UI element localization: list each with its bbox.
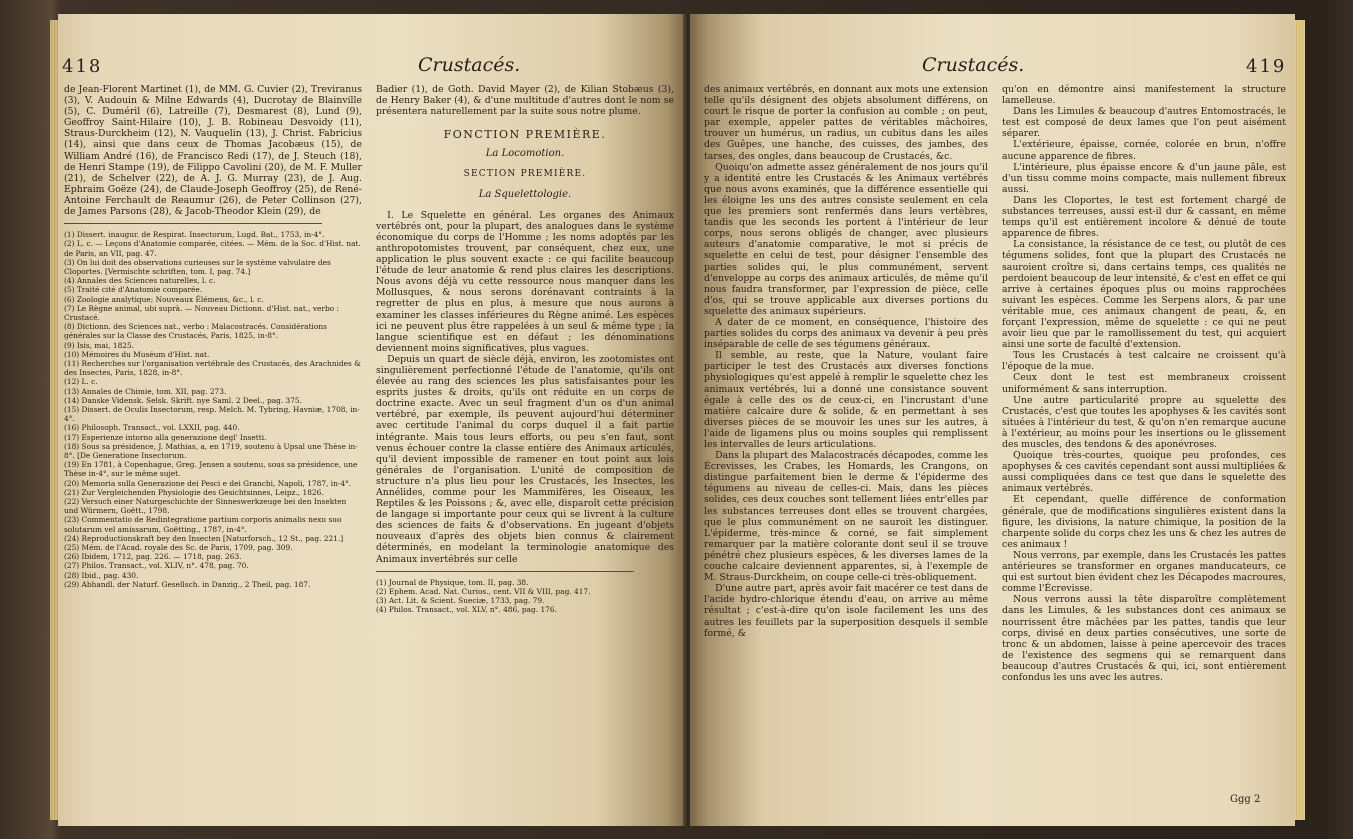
footnote: (1) Journal de Physique, tom. II, pag. 38. (376, 577, 529, 587)
footnote: (2) L. c. — Leçons d'Anatomie comparée, citées. — Mém. de la Soc. d'Hist. nat. de Paris, an VII, pag. 47. (64, 239, 361, 258)
paragraph: Ceux dont le test est membraneux croissent uniformément & sans interruption. (1002, 372, 1286, 395)
page-number-left: 418 (62, 56, 103, 77)
footnote: (27) Philos. Transact., vol. XLIV, n°. 478, pag. 70. (64, 561, 249, 571)
footnote: (5) Traité cité d'Anatomie comparée. (64, 285, 203, 295)
section-subtitle: La Squelettologie. (478, 188, 572, 200)
footnote: (17) Esperienze intorno alla generazione degl' Insetti. (64, 432, 267, 442)
fonction-title: FONCTION PREMIÈRE. (443, 128, 607, 142)
paragraph: Et cependant, quelle différence de conformation générale, que de modifications singulières existent dans la figure, les divisions, la nature chimique, la position de la charpente solide du corps chez les uns & chez les autres de ces animaux ! (1002, 494, 1286, 550)
footnote: (24) Reproductionskraft bey den Insecten [Naturforsch., 12 St., pag. 221.] (64, 533, 344, 543)
paragraph: I. Le Squelette en général. Les organes des Animaux vertébrés ont, pour la plupart, des analogues dans le système économique du corps de l'Homme ; les noms adoptés par les anthropotomistes trouvent, par conséquent, chez eux, une application le plus souvent exacte : ce qui facilite beaucoup l'étude de leur anatomie & rend plus claires les descriptions. Nous avons déjà vu cette ressource nous manquer dans les Mollusques, & nous serons dorénavant contraints à la regretter de plus en plus, à mesure que nous aurons à examiner les classes inférieures du Règne animé. Les espèces ici ne peuvent plus être rappelées à un seul & même type ; la langue scientifique est en défaut ; les dénominations deviennent moins significatives, plus vagues. (376, 209, 674, 354)
footnote: (15) Dissert. de Oculis Insectorum, resp. Melch. M. Tybring, Havniæ, 1708, in-4°. (64, 404, 360, 424)
paragraph: L'extérieure, épaisse, cornée, colorée en brun, n'offre aucune apparence de fibres. (1002, 139, 1286, 162)
footnote: (10) Mémoires du Muséum d'Hist. nat. (64, 349, 210, 359)
footnote: (23) Commentatio de Redintegratione partium corporis animalis nexu suo solutarum vel amissarum, Goëtting., 1787, in-4°. (64, 515, 342, 534)
footnote: (3) On lui doit des observations curieuses sur le système valvulaire des Cloportes. [Vermischte schriften, tom. I, pag. 74.] (64, 257, 331, 276)
fonction-subtitle: La Locomotion. (485, 148, 565, 160)
footnote: (4) Annales des Sciences naturelles, l. c. (64, 276, 216, 286)
paragraph: Il semble, au reste, que la Nature, voulant faire participer le test des Crustacés aux diverses fonctions physiologiques qu'est appelé à remplir le squelette chez les animaux vertébrés, lui a donné une consistance souvent égale à celle des os de ceux-ci, en l'incrustant d'une matière calcaire dure & solide, & en permettant à ses diverses pièces de se mouvoir les unes sur les autres, à l'aide de ligamens plus ou moins souples qui remplissent les intervalles de leurs articulations. (704, 350, 988, 450)
left-page (58, 14, 686, 826)
footnote: (20) Memoria sulla Generazione dei Pesci e dei Granchi, Napoli, 1787, in-4°. (64, 478, 352, 488)
paragraph: de Jean-Florent Martinet (1), de MM. G. Cuvier (2), Treviranus (3), V. Audouin & Milne Edwards (4), Ducrotay de Blainville (5), C. Duméril (6), Latreille (7), Desmarest (8), Lund (9), Geoffroy Saint-Hilaire (10), J. B. Robineau Desvoidy (11), Straus-Durckheim (12), N. Vauquelin (13), J. Christ. Fabricius (14), ainsi que dans ceux de Thomas Jacobæus (15), de William André (16), de Francisco Redi (17), de J. Steuch (18), de Henri Stampe (19), de Filippo Cavolini (20), de M. F. Muller (21), de Schelver (22), de A. J. G. Murray (23), de J. Aug. Ephraim Goëze (24), de Claude-Joseph Geoffroy (25), de René-Antoine Ferchault de Reaumur (26), de Peter Collinson (27), de James Parsons (28), & Jacob-Theodor Klein (29), de (64, 84, 362, 218)
paragraph: Dans la plupart des Malacostracés décapodes, comme les Écrevisses, les Crabes, les Homards, les Crangons, on distingue parfaitement bien le derme & l'épiderme des tégumens au niveau de celles-ci. Mais, dans les pièces solides, ces deux couches sont tellement liées entr'elles par les substances terreuses dont elles se trouvent chargées, que le plus communément on ne sauroit les distinguer. L'épiderme, très-mince & corné, se fait simplement remarquer par la matière colorante dont seul il se trouve pénétré chez plusieurs espèces, & les diverses lames de la couche calcaire deviennent apparentes, si, à l'exemple de M. Straus-Durckheim, on coupe celle-ci très-obliquement. (704, 450, 988, 584)
paragraph: Badier (1), de Goth. David Mayer (2), de Kilian Stobæus (3), de Henry Baker (4), & d'une multitude d'autres dont le nom se présentera naturellement par la suite sous notre plume. (376, 84, 674, 118)
paragraph: La consistance, la résistance de ce test, ou plutôt de ces tégumens solides, font que la plupart des Crustacés ne sauroient croître si, dans certains temps, ces qualités ne perdoient beaucoup de leur intensité, & c'est en effet ce qui arrive à certaines époques plus ou moins rapprochées suivant les espèces. Comme les Serpens alors, & par une véritable mue, ces animaux changent de peau, &, en forçant l'expression, même de squelette : ce qui ne peut avoir lieu que par le ramollissement du test, qui acquiert ainsi une sorte de faculté d'extension. (1002, 239, 1286, 351)
footnote: (7) Le Règne animal, ubi suprà. — Nouveau Dictionn. d'Hist. nat., verbo : Crustacé. (64, 303, 339, 322)
footnote: (4) Philos. Transact., vol. XLV, n°. 486, pag. 176. (376, 605, 557, 615)
footnote-rule (64, 223, 322, 224)
section-title: SECTION PREMIÈRE. (463, 169, 587, 180)
footnote: (22) Versuch einer Naturgeschichte der Sinneswerkzeuge bei den Insekten und Würmern, Goëtt., 1798. (64, 497, 347, 516)
footnote: (13) Annales de Chimie, tom. XII, pag. 273. (64, 386, 227, 396)
paragraph: Depuis un quart de siècle déjà, environ, les zootomistes ont singulièrement perfectionné l'étude de l'anatomie, qu'ils ont élevée au rang des sciences les plus satisfaisantes pour les esprits justes & droits, qu'ils ont réduite en un corps de doctrine exacte. Avec un seul fragment d'un os d'un animal vertébré, par exemple, ils peuvent aujourd'hui déterminer avec certitude l'animal du corps duquel il a fait partie intégrante. Mais tous leurs efforts, ou peu s'en faut, sont venus échouer contre la classe entière des Animaux articulés, qu'il devient impossible de ramener en tout point aux lois générales de l'organisation. L'unité de composition de structure n'a plus lieu pour les Crustacés, les Insectes, les Annélides, comme pour les Mammifères, les Oiseaux, les Reptiles & les Poissons ; &, avec elle, disparoît cette précision de langage si importante pour ceux qui se livrent à la culture des sciences de faits & d'observations. En jugeant d'objets nouveaux d'après des objets bien connus & clairement déterminés, en modelant la terminologie anatomique des Animaux invertébrés sur celle (376, 353, 674, 565)
footnote: (28) Ibid., pag. 430. (64, 570, 139, 580)
footnote: (6) Zoologie analytique; Nouveaux Élémens, &c., l. c. (64, 294, 264, 304)
paragraph: L'intérieure, plus épaisse encore & d'un jaune pâle, est d'un tissu comme moins compacte, mais nullement fibreux aussi. (1002, 161, 1286, 195)
right-column-2 (1002, 84, 1286, 683)
footnote: (21) Zur Vergleichenden Physiologie des Gesichtsinnes, Leipz., 1826. (64, 487, 324, 497)
footnote: (29) Abhandl. der Naturf. Gesellsch. in Danzig., 2 Theil, pag. 187. (64, 579, 311, 589)
paragraph: Quoiqu'on admette assez généralement de nos jours qu'il y a identité entre les Crustacés & les Animaux vertébrés que nous avons examinés, que la différence essentielle qui les éloigne les uns des autres consiste seulement en cela que les premiers sont renfermés dans leurs vertèbres, tandis que les seconds les portent à l'intérieur de leur corps, nous serons obligés de changer, avec plusieurs auteurs d'anatomie comparative, le mot si précis de squelette en celui de test, pour désigner l'ensemble des parties solides qui, le plus communément, servent d'enveloppe au corps des animaux articulés, de même qu'il nous faudra transformer, par l'expression de pièce, celle d'os, qui se trouve applicable aux diverses portions du squelette des animaux supérieurs. (704, 161, 988, 317)
footnote: (16) Philosoph. Transact., vol. LXXII, pag. 440. (64, 423, 240, 433)
paragraph: A dater de ce moment, en conséquence, l'histoire des parties solides du corps des animaux va devenir à peu près inséparable de celle de ses tégumens généraux. (704, 316, 988, 351)
paragraph: Tous les Crustacés à test calcaire ne croissent qu'à l'époque de la mue. (1002, 350, 1286, 373)
left-column-2 (376, 84, 674, 614)
footnote: (3) Act. Lit. & Scient. Sueciæ, 1733, pag. 79. (376, 596, 545, 606)
footnote: (26) Ibidem, 1712, pag. 226. — 1718, pag. 263. (64, 552, 242, 562)
page-number-right: 419 (1246, 56, 1287, 77)
paragraph: Une autre particularité propre au squelette des Crustacés, c'est que toutes les apophyses & les cavités sont situées à l'intérieur du test, & qu'on n'en remarque aucune à l'extérieur, au moins pour les insertions ou le glissement des muscles, des tendons & des aponévroses. (1002, 394, 1286, 450)
paragraph: Nous verrons, par exemple, dans les Crustacés les pattes antérieures se transformer en organes manducateurs, ce qui est surtout bien évident chez les Décapodes macroures, comme l'Écrevisse. (1002, 549, 1286, 595)
paragraph: Nous verrons aussi la tête disparoître complètement dans les Limules, & les substances dont ces animaux se nourrissent être mâchées par les pattes, tandis que leur corps, divisé en deux parties consécutives, une sorte de tronc & un abdomen, laisse à peine apercevoir des traces de l'existence des segmens qui se remarquent dans beaucoup d'autres Crustacés & qui, ici, sont entièrement confondus les uns avec les autres. (1002, 594, 1286, 683)
right-page-edges (1295, 20, 1305, 820)
footnotes-left-col2 (376, 578, 674, 615)
footnote: (12) L. c. (64, 377, 98, 387)
running-head-left: Crustacés. (418, 54, 521, 76)
paragraph: Dans les Limules & beaucoup d'autres Entomostracés, le test est composé de deux lames que l'on peut aisément séparer. (1002, 106, 1286, 140)
paragraph: D'une autre part, après avoir fait macérer ce test dans de l'acide hydro-chlorique étendu d'eau, on arrive au même résultat ; c'est-à-dire qu'on isole facilement les uns des autres les feuillets par la superposition desquels il semble formé, & (704, 583, 988, 639)
footnotes-left-col1 (64, 230, 362, 589)
footnote: (14) Danske Vidensk. Selsk. Skrift. nye Saml. 2 Deel., pag. 375. (64, 395, 302, 405)
left-page-edges (50, 20, 58, 820)
right-page (690, 14, 1295, 826)
footnote: (9) Isis, mai, 1825. (64, 340, 135, 350)
footnote: (1) Dissert. inaugur. de Respirat. Insectorum, Lugd. Bat., 1753, in-4°. (64, 230, 325, 240)
left-column-1 (64, 84, 362, 589)
footnote: (19) En 1781, à Copenhague, Greg. Jensen a soutenu, sous sa présidence, une Thèse in-4°, sur le même sujet. (64, 460, 358, 479)
paragraph: Dans les Cloportes, le test est fortement chargé de substances terreuses, aussi est-il dur & cassant, en même temps qu'il est entièrement incolore & dénué de toute apparence de fibres. (1002, 194, 1286, 240)
paragraph: qu'on en démontre ainsi manifestement la structure lamelleuse. (1002, 84, 1286, 107)
footnote: (8) Dictionn. des Sciences nat., verbo : Malacostracés. Considérations générales sur la Classe des Crustacés, Paris, 1825, in-8°. (64, 322, 327, 341)
right-column-1 (704, 84, 988, 639)
signature-mark: Ggg 2 (1230, 794, 1261, 805)
footnote: (2) Ephem. Acad. Nat. Curios., cent. VII & VIII, pag. 417. (376, 586, 591, 596)
footnote: (18) Sous sa présidence, J. Mathias, a, en 1719, soutenu à Upsal une Thèse in-8°. [De Generatione Insectorum. (64, 441, 358, 460)
footnote: (25) Mém. de l'Acad. royale des Sc. de Paris, 1709, pag. 309. (64, 543, 293, 553)
paragraph: Quoique très-courtes, quoique peu profondes, ces apophyses & ces cavités cependant sont aussi multipliées & aussi compliquées dans ce test que dans le squelette des animaux vertébrés. (1002, 450, 1286, 495)
paragraph: des animaux vertébrés, en donnant aux mots une extension telle qu'ils désignent des objets absolument différens, on court le risque de porter la confusion au comble ; on peut, par exemple, appeler pattes de véritables mâchoires, trouver un humérus, un radius, un cubitus dans les ailes des Guêpes, une hanche, des cuisses, des jambes, des tarses, des ongles, dans beaucoup de Crustacés, &c. (704, 84, 988, 162)
footnote: (11) Recherches sur l'organisation vertébrale des Crustacés, des Arachnides & des Insectes, Paris, 1828, in-8°. (64, 358, 361, 378)
footnote-rule (376, 571, 634, 572)
running-head-right: Crustacés. (922, 54, 1025, 76)
